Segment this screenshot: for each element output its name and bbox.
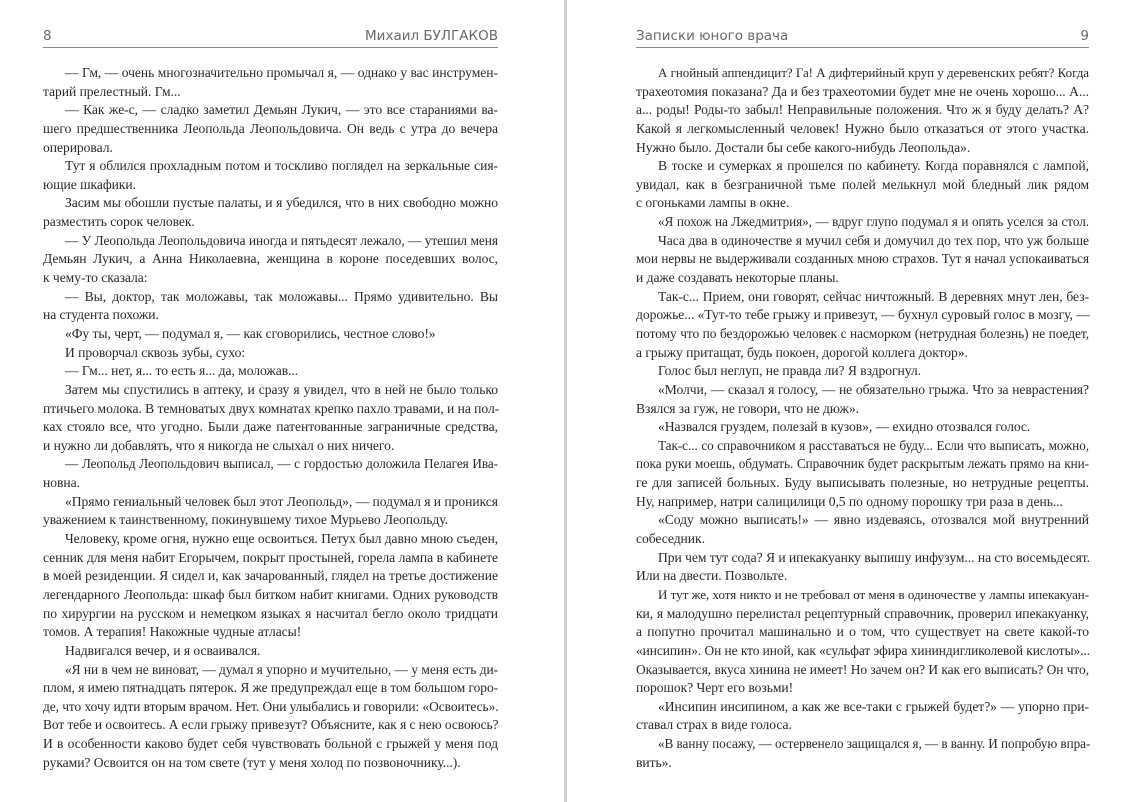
text-line: де, что хочу идти вторым врачом. Нет. Они улыбались и говорили: «Освоитесь». xyxy=(43,698,499,714)
text-line: вить». xyxy=(636,754,672,770)
text-line: а... роды! Роды-то забыл! Неправильные положения. Что ж я буду делать? А? xyxy=(636,102,1089,118)
text-line: «Прямо гениальный человек был этот Леопольд», — подумал я и проникся xyxy=(65,493,498,509)
text-line: с огоньками лампы в окне. xyxy=(636,195,790,211)
text-line: Взялся за гуж, не говори, что не дюж». xyxy=(636,400,859,416)
text-line: «Назвался груздем, полезай в кузов», — ехидно отозвался голос. xyxy=(658,419,1031,435)
text-line: по хирургии на русском и немецком языках я насчитал бегло около тридцати xyxy=(43,605,498,621)
text-line: плом, я имею пятнадцать пятерок. Я же предупреждал еще в том большом горо- xyxy=(43,680,498,696)
text-line: «Фу ты, черт, — подумал я, — как сговорились, честное слово!» xyxy=(65,325,436,341)
text-line: Часа два в одиночестве я мучил себя и домучил до тех пор, что уж больше xyxy=(658,232,1089,248)
text-line: «В ванну посажу, — остервенело защищался я, — в ванну. И попробую впра- xyxy=(658,736,1091,752)
text-line: собеседник. xyxy=(636,531,705,547)
text-line: ках стояло все, что угодно. Были даже патентованные заграничные средства, xyxy=(43,419,498,435)
text-line: Так-с... Прием, они говорят, сейчас ничтожный. В деревнях мнут лен, без- xyxy=(658,288,1089,304)
right-page-body xyxy=(636,64,1089,772)
text-line: потому что по бездорожью человек с насморком (нетрудная болезнь) не поедет, xyxy=(636,325,1089,341)
right-page xyxy=(636,0,1089,802)
text-line: Или на двести. Позвольте. xyxy=(636,568,788,584)
text-line: Демьян Лукич, а Анна Николаевна, женщина в короне поседевших волос, xyxy=(43,251,498,267)
text-line: ющие шкафики. xyxy=(43,176,136,192)
text-line: дорожье... «Тут-то тебе грыжу и привезут, — бухнул суровый голос в мозгу, — xyxy=(636,307,1090,323)
text-line: трахеотомия показана? Да и без трахеотомии будет мне не очень хорошо... А... xyxy=(636,83,1089,99)
author-running-head: Михаил БУЛГАКОВ xyxy=(365,28,498,44)
text-line: «Инсипин инсипином, а как же все-таки с грыжей будет?» — упорно при- xyxy=(658,698,1089,714)
text-line: увидал, как в безграничной тьме полей мелькнул мой бледный лик рядом xyxy=(636,176,1089,192)
text-line: руками? Освоится он на том свете (тут у меня холод по позвоночнику...). xyxy=(43,754,461,770)
page-number-right: 9 xyxy=(1080,28,1089,44)
text-line: — Как же-с, — сладко заметил Демьян Лукич, — это все стараниями ва- xyxy=(65,102,498,118)
text-line: новна. xyxy=(43,475,80,491)
text-line: и нужно ли добавлять, что я никогда не слыхал о них ничего. xyxy=(43,437,395,453)
text-line: ки, я малодушно перелистал рецептурный справочник, проверил ипекакуанку, xyxy=(636,605,1089,621)
text-line: Засим мы обошли пустые палаты, и я убедился, что в них свободно можно xyxy=(65,195,498,211)
text-line: и даже создавать некоторые планы. xyxy=(636,270,839,286)
title-running-head: Записки юного врача xyxy=(636,28,789,44)
right-running-head xyxy=(636,28,1089,48)
text-line: — Гм, — очень многозначительно промычал я, — однако у вас инструмен- xyxy=(65,65,498,80)
text-line: Тут я облился прохладным потом и тоскливо поглядел на зеркальные сия- xyxy=(65,158,498,174)
left-page xyxy=(43,0,498,802)
text-line: уважением к таинственному, покинувшему тихое Мурьево Леопольду. xyxy=(43,512,449,528)
text-line: оперировал. xyxy=(43,139,113,155)
text-line: мои нервы не выдерживали созданных мною страхов. Тут я начал успокаиваться xyxy=(636,251,1089,267)
text-line: Вот тебе и освоитесь. А если грыжу привезут? Объясните, как я с нею освоюсь? xyxy=(43,717,499,733)
text-line: «Молчи, — сказал я голосу, — не обязательно грыжа. Что за неврастения? xyxy=(658,381,1089,397)
text-line: тарий прелестный. Гм... xyxy=(43,83,181,99)
text-line: Затем мы спустились в аптеку, и сразу я увидел, что в ней не было только xyxy=(65,381,498,397)
text-line: Нужно было. Достали бы себе какого-нибудь Леопольда». xyxy=(636,139,971,155)
text-line: в моей резиденции. Я сидел и, как зачарованный, глядел на третье достижение xyxy=(43,568,498,584)
text-line: При чем тут сода? Я и ипекакуанку выпишу инфузум... на сто восемьдесят. xyxy=(658,549,1090,565)
text-line: — Гм... нет, я... то есть я... да, моложав... xyxy=(65,363,299,379)
text-line: а грыжу притащат, будь покоен, дорогой коллега доктор». xyxy=(636,344,968,360)
text-line: к чему-то сказала: xyxy=(43,270,148,286)
text-line: Надвигался вечер, и я осваивался. xyxy=(65,642,261,658)
text-line: В тоске и сумерках я прошелся по кабинету. Когда поравнялся с лампой, xyxy=(658,158,1089,174)
text-line: ге для записей больных. Буду выписывать полезные, но нетрудные рецепты. xyxy=(636,475,1089,491)
text-line: легендарного Леопольда: шкаф был битком набит книгами. Одних руководств xyxy=(43,586,498,602)
text-line: И в особенности каково будет себя чувствовать больной с грыжей у меня под xyxy=(43,736,498,752)
left-page-body xyxy=(43,64,498,772)
text-line: шего предшественника Леопольда Леопольдовича. Он ведь с утра до вечера xyxy=(43,120,498,136)
text-line: Голос был неглуп, не правда ли? Я вздрогнул. xyxy=(658,363,921,379)
text-line: Какой я легкомысленный человек! Нужно было отказаться от этого участка. xyxy=(636,120,1089,136)
text-line: сенник для меня набит Егорычем, покрыт простыней, горела лампа в кабинете xyxy=(43,549,498,565)
text-line: порошок? Черт его возьми! xyxy=(636,680,794,696)
text-line: на студента похожи. xyxy=(43,307,159,323)
text-line: И проворчал сквозь зубы, сухо: xyxy=(65,344,246,360)
text-line: А гнойный аппендицит? Га! А дифтерийный круп у деревенских ребят? Когда xyxy=(658,65,1089,80)
page-gutter-divider xyxy=(564,0,567,802)
text-line: ставал страх в виде голоса. xyxy=(636,717,792,733)
text-line: Человеку, кроме огня, нужно еще освоиться. Петух был давно мною съеден, xyxy=(65,531,498,547)
text-line: Оказывается, вкуса хинина не имеет! Но зачем он? И как его выписать? Он что, xyxy=(636,661,1089,677)
text-line: — У Леопольда Леопольдовича иногда и пятьдесят лежало, — утешил меня xyxy=(65,232,498,248)
text-line: — Вы, доктор, так моложавы, так моложавы... Прямо удивительно. Вы xyxy=(65,288,498,304)
text-line: пока руки моешь, обдумать. Справочник будет раскрытым лежать прямо на кни- xyxy=(636,456,1089,472)
text-line: а попутно прочитал машинально и о том, что существует на свете какой-то xyxy=(636,624,1089,640)
text-line: «Соду можно выписать!» — явно издеваясь, отозвался мой внутренний xyxy=(658,512,1089,528)
text-line: «Я похож на Лжедмитрия», — вдруг глупо подумал я и опять уселся за стол. xyxy=(658,214,1089,230)
text-line: «инсипин». Он не кто иной, как «сульфат эфира хининдигликолевой кислоты»... xyxy=(636,642,1091,658)
text-line: — Леопольд Леопольдович выписал, — с гордостью доложила Пелагея Ива- xyxy=(65,456,498,472)
text-line: И тут же, хотя никто и не требовал от меня в одиночестве у лампы ипекакуан- xyxy=(658,586,1089,602)
text-line: «Я ни в чем не виноват, — думал я упорно и мучительно, — у меня есть ди- xyxy=(65,661,498,677)
text-line: птичьего молока. В темноватых двух комнатах крепко пахло травами, и на пол- xyxy=(43,400,500,416)
text-line: томов. А терапия! Накожные чудные атласы! xyxy=(43,624,302,640)
text-line: Ну, например, натри салицилици 0,5 по одному порошку три раза в день... xyxy=(636,493,1063,509)
left-running-head xyxy=(43,28,498,48)
page-number-left: 8 xyxy=(43,28,52,44)
text-line: Так-с... со справочником я расставаться не буду... Если что выписать, можно, xyxy=(658,437,1089,453)
text-line: разместить сорок человек. xyxy=(43,214,195,230)
